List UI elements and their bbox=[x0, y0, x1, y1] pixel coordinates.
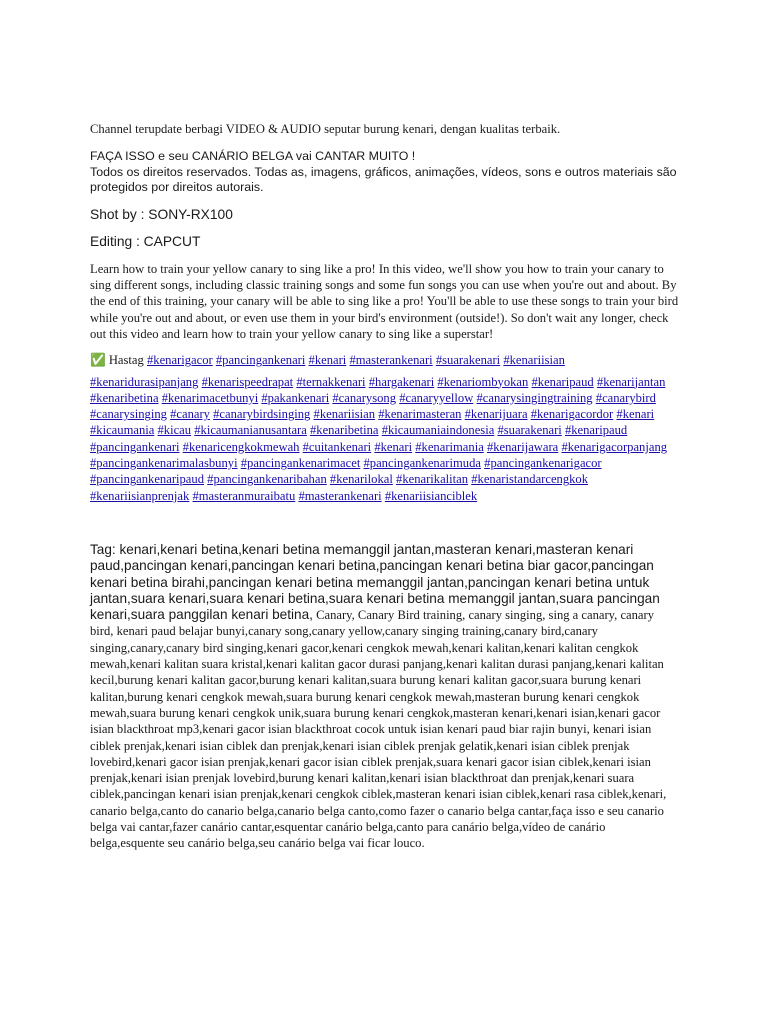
hashtag-link[interactable]: #kenarigacor bbox=[146, 353, 213, 368]
editing-text: Editing : CAPCUT bbox=[90, 233, 201, 249]
hashtag-link[interactable]: #kenari bbox=[616, 407, 655, 422]
hashtag-link[interactable]: #canarybirdsinging bbox=[213, 407, 311, 422]
document-page bbox=[90, 121, 680, 852]
hashtag-link[interactable]: #kenariisian bbox=[313, 407, 376, 422]
hashtag-link[interactable]: #masterankenari bbox=[298, 488, 382, 503]
hashtag-link[interactable]: #kenariisian bbox=[503, 353, 565, 368]
faca-title: FAÇA ISSO e seu CANÁRIO BELGA vai CANTAR MUITO ! bbox=[90, 149, 416, 164]
hashtag-link[interactable]: #cuitankenari bbox=[302, 439, 372, 454]
hashtag-link[interactable]: #masteranmuraibatu bbox=[192, 488, 296, 503]
hashtag-link[interactable]: #kenariombyokan bbox=[437, 374, 529, 389]
hashtag-first-line bbox=[90, 352, 680, 368]
hashtag-link[interactable]: #kicaumania bbox=[90, 423, 155, 438]
hashtag-link[interactable]: #canarysong bbox=[332, 390, 397, 405]
hashtag-link[interactable]: #kenarikalitan bbox=[396, 472, 469, 487]
hashtag-link[interactable]: #suarakenari bbox=[497, 423, 562, 438]
hashtag-link[interactable]: #pancingankenarimacet bbox=[240, 456, 361, 471]
hashtag-link[interactable]: #kenaripaud bbox=[531, 374, 594, 389]
hashtag-link[interactable]: #kenarimania bbox=[415, 439, 484, 454]
hashtag-link[interactable]: #kenarimasteran bbox=[378, 407, 462, 422]
shot-by-text: Shot by : SONY-RX100 bbox=[90, 206, 233, 222]
hashtag-link[interactable]: #pancingankenari bbox=[215, 353, 306, 368]
hashtag-link[interactable]: #kenaricengkokmewah bbox=[182, 439, 300, 454]
hashtag-link[interactable]: #hargakenari bbox=[368, 374, 435, 389]
hashtag-link[interactable]: #kicau bbox=[157, 423, 192, 438]
hashtag-link[interactable]: #kenaribetina bbox=[309, 423, 379, 438]
hashtag-link[interactable]: #kenari bbox=[308, 353, 347, 368]
hashtag-link[interactable]: #kenarilokal bbox=[329, 472, 393, 487]
learn-paragraph: Learn how to train your yellow canary to sing like a pro! In this video, we'll show you how to train your canary to sing different songs, including classic training songs and some fun songs you can use when you're out and about. By the end of this training, your canary will be able to sing like a pro! You'll be able to use these songs to train your bird while you're out and about, or even use them in your bird's environment (outside!). So don't wait any longer, check out this video and learn how to train your yellow canary to sing like a superstar! bbox=[90, 261, 679, 341]
rights-text: Todos os direitos reservados. Todas as, imagens, gráficos, animações, vídeos, sons e outros materiais são protegidos por direitos autorais. bbox=[90, 164, 677, 195]
hashtag-link[interactable]: #kenariisianprenjak bbox=[90, 488, 190, 503]
hashtag-link[interactable]: #kenaripaud bbox=[564, 423, 628, 438]
hashtag-list bbox=[90, 374, 680, 504]
intro-text: Channel terupdate berbagi VIDEO & AUDIO seputar burung kenari, dengan kualitas terbaik. bbox=[90, 122, 561, 136]
hashtag-link[interactable]: #pancingankenaripaud bbox=[90, 472, 204, 487]
hashtag-link[interactable]: #kenarigacordor bbox=[530, 407, 614, 422]
hashtag-link[interactable]: #kenaribetina bbox=[90, 390, 159, 405]
hashtag-link[interactable]: #kenari bbox=[374, 439, 413, 454]
hashtag-link[interactable]: #canarysingingtraining bbox=[476, 390, 593, 405]
tags-serif-text: Canary, Canary Bird training, canary singing, sing a canary, canary bird, kenari paud belajar bunyi,canary song,canary yellow,canary singing training,canary bird,canary singing,canary,canary bird singing,kenari gacor,kenari cengkok mewah,kenari kalitan,kenari kalitan cengkok mewah,kenari kalitan suara kristal,kenari kalitan gacor durasi panjang,kenari kalitan durasi panjang,kenari kalitan kecil,burung kenari kalitan gacor,burung kenari kalitan,suara burung kenari kalitan gacor,suara burung kenari kalitan,burung kenari cengkok mewah,suara burung kenari cengkok mewah,masteran burung kenari cengkok mewah,suara burung kenari cengkok unik,suara burung kenari cengkok,masteran kenari,kenari isian,kenari gacor isian blackthroat mp3,kenari gacor isian blackthroat cocok untuk isian kenari paud biar rajin bunyi, kenari isian ciblek prenjak,kenari isian ciblek dan prenjak,kenari isian ciblek prenjak gelatik,kenari isian ciblek prenjak lovebird,kenari gacor isian prenjak,kenari gacor isian ciblek prenjak,suara kenari gacor isian ciblek,kenari isian prenjak,kenari isian prenjak lovebird,burung kenari kalitan,kenari isian blackthroat dan prenjak,kenari suara ciblek,pancingan kenari isian prenjak,kenari cengkok ciblek,masteran kenari isian ciblek,kenari rasa ciblek,kenari, canario belga,canto do canario belga,canario belga canto,como fazer o canario belga cantar,faça isso e seu canario belga vai cantar,fazer canário cantar,esquentar canário belga,canto para canário belga,vídeo de canário belga,esquente seu canário belga,seu canário belga vai ficar louco. bbox=[90, 608, 667, 851]
hashtag-link[interactable]: #kenarijuara bbox=[464, 407, 528, 422]
hashtag-block bbox=[90, 352, 680, 504]
hashtag-link[interactable]: #pancingankenarigacor bbox=[484, 456, 602, 471]
hashtag-link[interactable]: #pakankenari bbox=[261, 390, 330, 405]
hashtag-link[interactable]: #suarakenari bbox=[435, 353, 501, 368]
hashtag-link[interactable]: #kenarijawara bbox=[486, 439, 559, 454]
hashtag-link[interactable]: #canary bbox=[170, 407, 210, 422]
hashtag-link[interactable]: #kenarijantan bbox=[596, 374, 666, 389]
hashtag-link[interactable]: #canarysinging bbox=[90, 407, 167, 422]
hashtag-link[interactable]: #canaryyellow bbox=[399, 390, 474, 405]
hashtag-link[interactable]: #kenaridurasipanjang bbox=[90, 374, 199, 389]
hashtag-link[interactable]: #pancingankenarimuda bbox=[363, 456, 481, 471]
hashtag-link[interactable]: #pancingankenarimalasbunyi bbox=[90, 456, 238, 471]
hashtag-link[interactable]: #kenaristandarcengkok bbox=[471, 472, 589, 487]
hashtag-prefix: ✅ Hastag bbox=[90, 353, 144, 368]
hashtag-link[interactable]: #canarybird bbox=[595, 390, 656, 405]
hashtag-link[interactable]: #kenariisianciblek bbox=[384, 488, 478, 503]
hashtag-link[interactable]: #kenarispeedrapat bbox=[201, 374, 294, 389]
hashtag-link[interactable]: #kenarimacetbunyi bbox=[161, 390, 259, 405]
hashtag-link[interactable]: #pancingankenari bbox=[90, 439, 180, 454]
hashtag-link[interactable]: #masterankenari bbox=[349, 353, 433, 368]
hashtag-link[interactable]: #kenarigacorpanjang bbox=[561, 439, 668, 454]
portuguese-notice bbox=[90, 149, 680, 196]
hashtag-link[interactable]: #kicaumanianusantara bbox=[194, 423, 307, 438]
tags-paragraph bbox=[90, 542, 680, 852]
tags-sans-text: Tag: kenari,kenari betina,kenari betina memanggil jantan,masteran kenari,masteran kenari paud,pancingan kenari,pancingan kenari betina,pancingan kenari betina biar gacor,pancingan kenari betina birahi,pancingan kenari betina memanggil jantan,pancingan kenari betina untuk jantan,suara kenari,suara kenari betina,suara kenari betina memanggil jantan,suara pancingan kenari,suara panggilan kenari betina, bbox=[90, 541, 660, 623]
hashtag-link[interactable]: #kicaumaniaindonesia bbox=[381, 423, 495, 438]
hashtag-list-first bbox=[147, 353, 565, 367]
hashtag-link[interactable]: #pancingankenaribahan bbox=[207, 472, 327, 487]
hashtag-link[interactable]: #ternakkenari bbox=[296, 374, 366, 389]
